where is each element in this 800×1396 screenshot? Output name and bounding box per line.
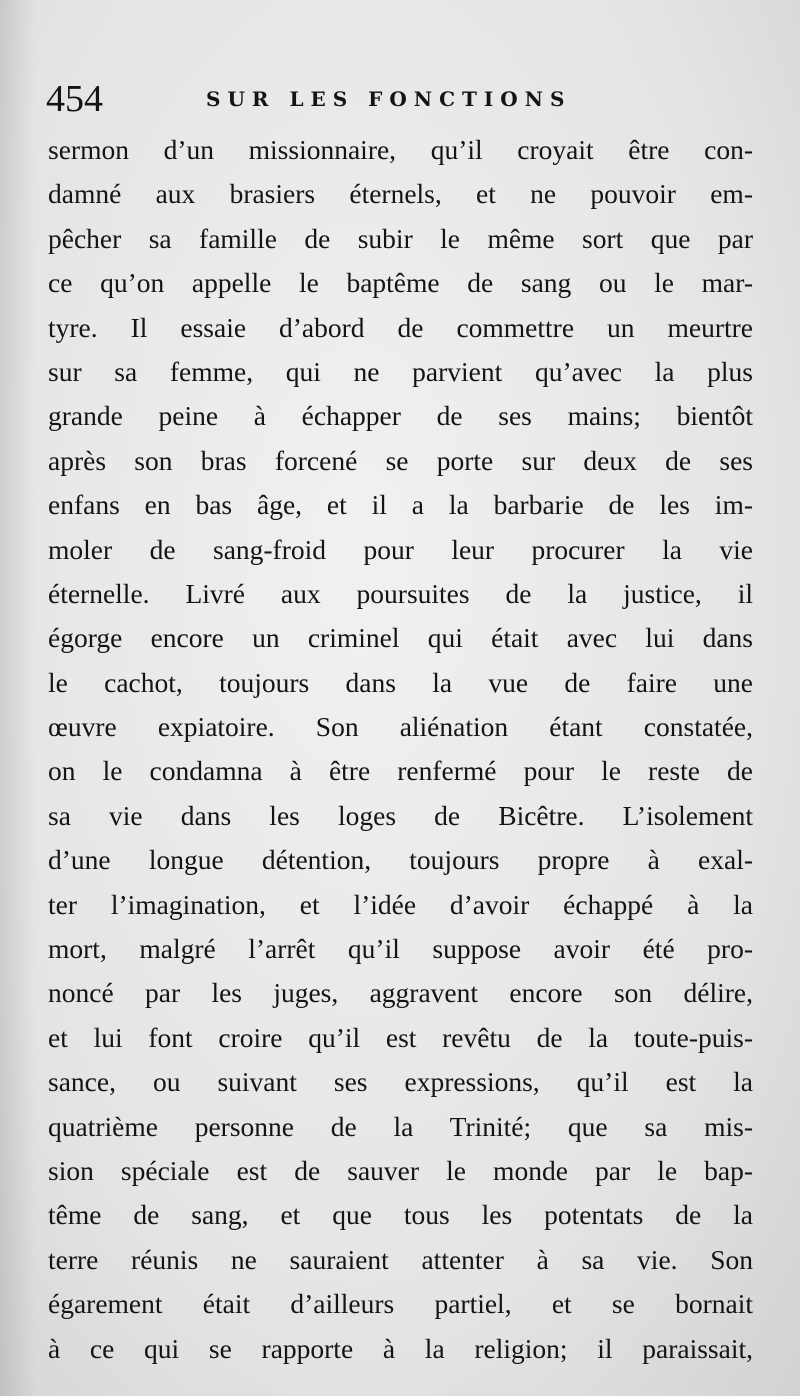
running-header [46, 72, 766, 126]
text-line: noncé par les juges, aggravent encore son délire, [48, 977, 753, 1009]
text-line: sance, ou suivant ses expressions, qu’il est la [48, 1066, 753, 1098]
text-line: égarement était d’ailleurs partiel, et se bornait [48, 1288, 753, 1320]
text-line: sion spéciale est de sauver le monde par le bap- [48, 1154, 753, 1186]
text-line: le cachot, toujours dans la vue de faire une [48, 666, 753, 698]
text-line: ce qu’on appelle le baptême de sang ou le mar- [48, 267, 753, 299]
text-line: on le condamna à être renfermé pour le reste de [48, 755, 753, 787]
text-line: tême de sang, et que tous les potentats de la [48, 1199, 753, 1231]
page-gutter-shadow [0, 0, 36, 1396]
text-line: ter l’imagination, et l’idée d’avoir échappé à la [48, 888, 753, 920]
text-line: et lui font croire qu’il est revêtu de la toute-puis- [48, 1021, 753, 1053]
text-line: enfans en bas âge, et il a la barbarie de les im- [48, 489, 753, 521]
text-line: moler de sang-froid pour leur procurer la vie [48, 533, 753, 565]
text-line: sermon d’un missionnaire, qu’il croyait être con- [48, 134, 753, 165]
text-line: après son bras forcené se porte sur deux de ses [48, 444, 753, 476]
text-line: pêcher sa famille de subir le même sort que par [48, 222, 753, 254]
body-text [48, 128, 753, 1371]
text-line: damné aux brasiers éternels, et ne pouvoir em- [48, 178, 753, 210]
text-line: sur sa femme, qui ne parvient qu’avec la plus [48, 355, 753, 387]
text-line: quatrième personne de la Trinité; que sa mis- [48, 1110, 753, 1142]
text-line: grande peine à échapper de ses mains; bientôt [48, 400, 753, 432]
text-line: œuvre expiatoire. Son aliénation étant constatée, [48, 711, 753, 743]
page-number: 454 [46, 78, 103, 120]
text-line: d’une longue détention, toujours propre à exal- [48, 844, 753, 876]
text-line: tyre. Il essaie d’abord de commettre un meurtre [48, 311, 753, 343]
text-line: éternelle. Livré aux poursuites de la justice, il [48, 577, 753, 609]
text-line: à ce qui se rapporte à la religion; il paraissait, [48, 1332, 753, 1364]
running-title: SUR LES FONCTIONS [206, 87, 572, 111]
text-line: sa vie dans les loges de Bicêtre. L’isolement [48, 799, 753, 831]
text-line: mort, malgré l’arrêt qu’il suppose avoir été pro- [48, 933, 753, 965]
text-line: égorge encore un criminel qui était avec lui dans [48, 622, 753, 654]
text-line: terre réunis ne sauraient attenter à sa vie. Son [48, 1243, 753, 1275]
